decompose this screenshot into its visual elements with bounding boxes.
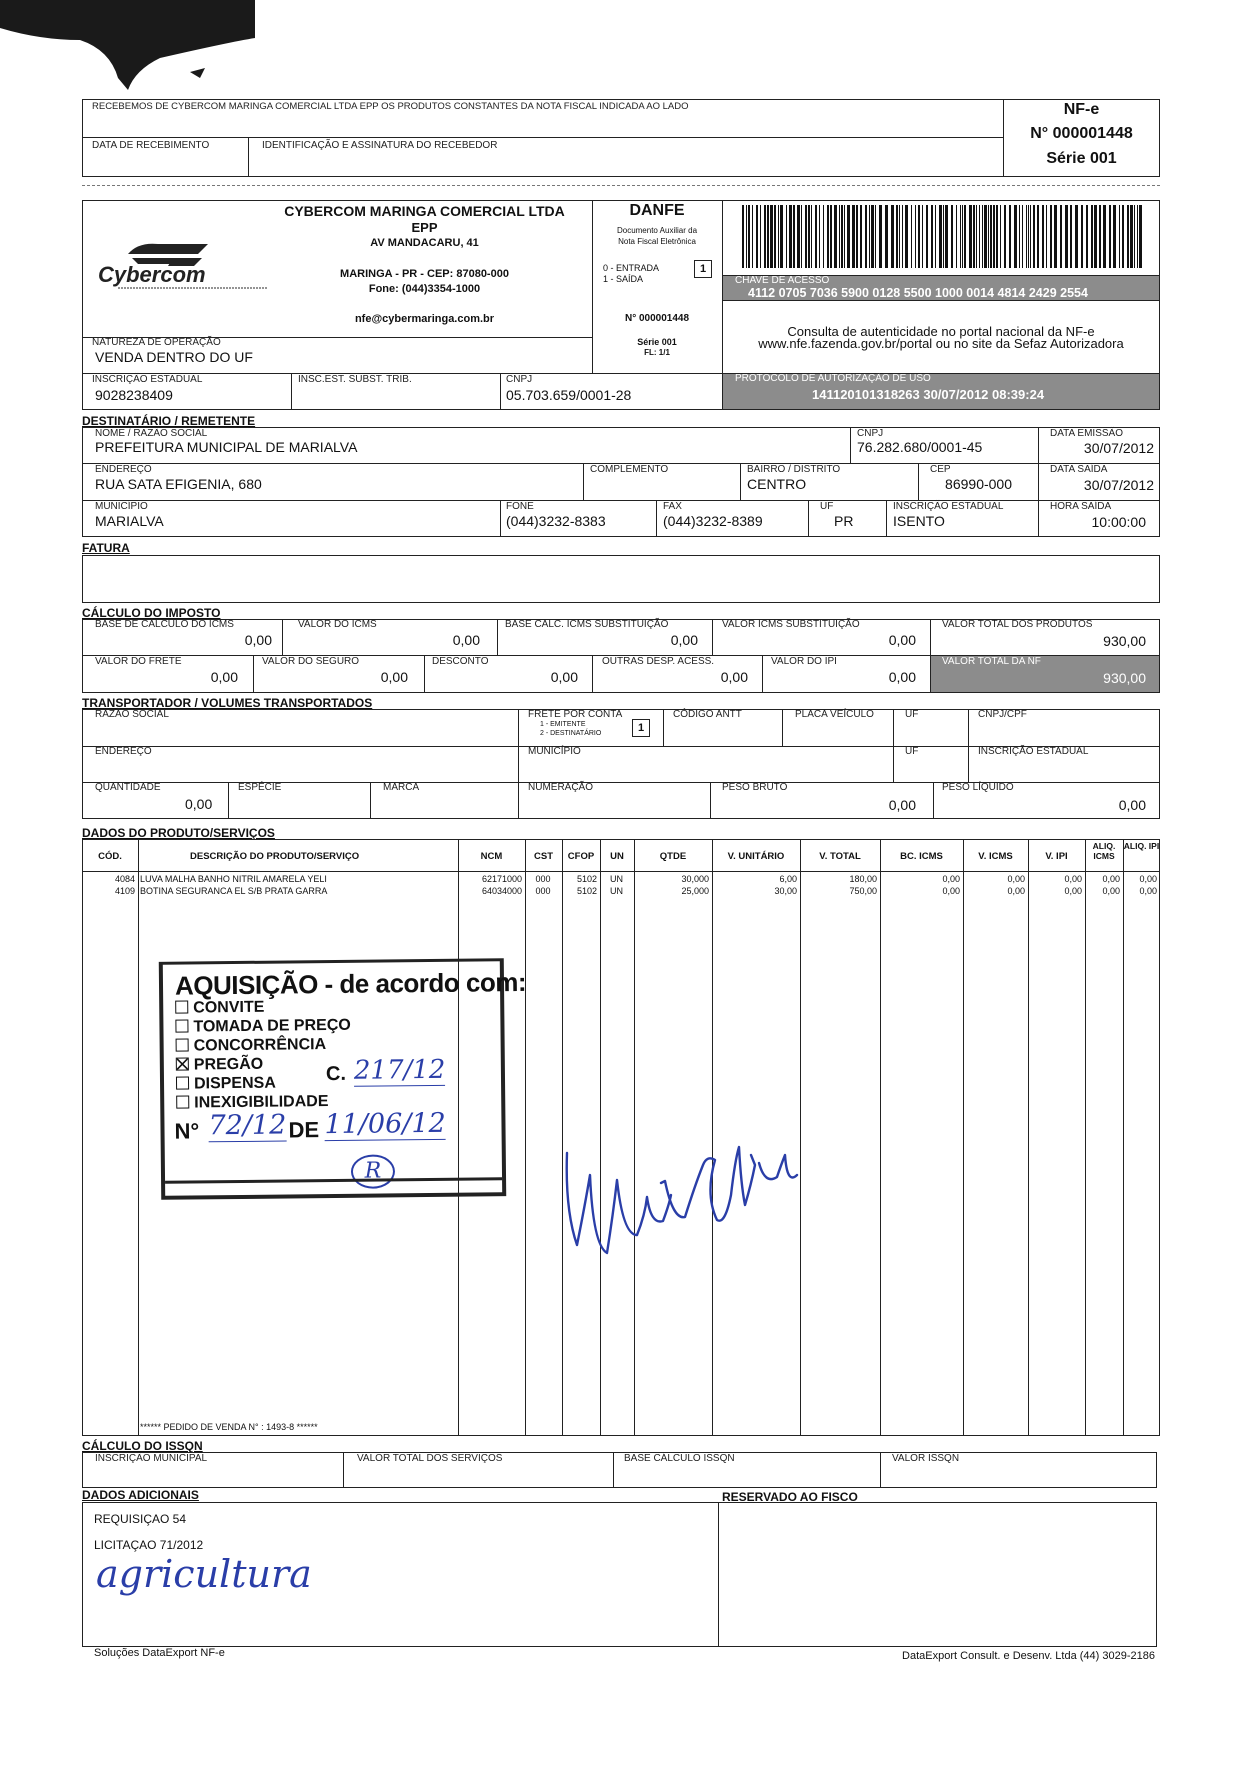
- frete-conta-value: 1: [632, 719, 650, 737]
- stamp-option-label: PREGÃO: [193, 1055, 264, 1074]
- checkbox-icon: [176, 1096, 189, 1109]
- antt-label: CÓDIGO ANTT: [673, 709, 742, 720]
- base-st-value: 0,00: [670, 632, 698, 648]
- danfe-tipo: 1: [694, 260, 712, 278]
- danfe-saida: 1 - SAÍDA: [603, 274, 644, 284]
- date-received-label: DATA DE RECEBIMENTO: [92, 140, 210, 151]
- issqn-valor-label: VALOR ISSQN: [892, 1453, 960, 1464]
- seguro-value: 0,00: [380, 669, 408, 685]
- access-key-label: CHAVE DE ACESSO: [735, 275, 830, 286]
- danfe-number: N° 000001448: [624, 313, 690, 324]
- frete-conta-label: FRETE POR CONTA: [528, 709, 623, 720]
- dest-bairro-value: CENTRO: [747, 476, 807, 492]
- bruto-label: PESO BRUTO: [722, 782, 788, 793]
- danfe-entrada: 0 - ENTRADA: [603, 263, 660, 273]
- nfe-series: Série 001: [1046, 150, 1117, 167]
- col-header: CÓD.: [98, 851, 122, 862]
- col-header: NCM: [480, 851, 503, 862]
- stamp-option-label: CONCORRÊNCIA: [193, 1036, 327, 1055]
- dest-cnpj-value: 76.282.680/0001-45: [857, 439, 983, 455]
- stamp-option: [175, 997, 351, 1018]
- total-prod-value: 930,00: [1103, 633, 1146, 649]
- ipi-value: 0,00: [888, 669, 916, 685]
- issqn-section: CÁLCULO DO ISSQN: [82, 1439, 203, 1453]
- dest-complemento-label: COMPLEMENTO: [590, 464, 669, 475]
- consulta-line2: www.nfe.fazenda.gov.br/portal ou no site da Sefaz Autorizadora: [758, 336, 1124, 351]
- marca-label: MARCA: [383, 782, 420, 793]
- transp-uf2-label: UF: [905, 746, 919, 757]
- table-cell: 30,00: [774, 886, 797, 896]
- icms-st-value: 0,00: [888, 632, 916, 648]
- table-cell: 25,000: [681, 886, 709, 896]
- handwritten-signature: [555, 1125, 805, 1260]
- dest-fax-value: (044)3232-8389: [663, 513, 763, 529]
- col-header: ALIQ. IPI: [1123, 841, 1160, 851]
- table-cell: 64034000: [481, 886, 522, 896]
- produtos-section: DADOS DO PRODUTO/SERVIÇOS: [82, 826, 275, 840]
- col-header: CFOP: [567, 851, 595, 862]
- table-cell: LUVA MALHA BANHO NITRIL AMARELA YELI: [140, 874, 327, 884]
- liquido-label: PESO LÍQUIDO: [942, 782, 1014, 793]
- dest-name-label: NOME / RAZÃO SOCIAL: [95, 428, 208, 439]
- table-cell: BOTINA SEGURANCA EL S/B PRATA GARRA: [140, 886, 328, 896]
- stamp-option-label: INEXIGIBILIDADE: [194, 1093, 329, 1112]
- placa-label: PLACA VEÍCULO: [795, 709, 874, 720]
- dest-endereco-value: RUA SATA EFIGENIA, 680: [95, 476, 262, 492]
- stamp-c-label: C.: [325, 1062, 347, 1086]
- transp-ie-label: INSCRIÇÃO ESTADUAL: [978, 746, 1089, 757]
- transportador-block: [82, 709, 1160, 819]
- dest-saida-value: 30/07/2012: [1083, 477, 1154, 493]
- ipi-label: VALOR DO IPI: [771, 656, 837, 667]
- stamp-initials: R: [351, 1154, 395, 1188]
- table-cell: 750,00: [849, 886, 877, 896]
- adicionais-section: DADOS ADICIONAIS: [82, 1488, 199, 1502]
- table-cell: 30,000: [681, 874, 709, 884]
- col-header: V. TOTAL: [819, 851, 861, 862]
- dest-cnpj-label: CNPJ: [857, 428, 884, 439]
- fatura-section: FATURA: [82, 541, 130, 555]
- dest-ie-label: INSCRIÇÃO ESTADUAL: [893, 501, 1004, 512]
- table-cell: 0,00: [942, 886, 960, 896]
- frete-op2: 2 - DESTINATÁRIO: [540, 730, 602, 737]
- receipt-text: RECEBEMOS DE CYBERCOM MARINGA COMERCIAL LTDA EPP OS PRODUTOS CONSTANTES DA NOTA FISCAL INDICADA AO LADO: [92, 101, 689, 112]
- seguro-label: VALOR DO SEGURO: [262, 656, 360, 667]
- table-cell: 0,00: [1007, 886, 1025, 896]
- table-cell: 0,00: [1102, 886, 1120, 896]
- dest-cep-label: CEP: [930, 464, 951, 475]
- pedido-note: ****** PEDIDO DE VENDA N° : 1493-8 ******: [140, 1422, 318, 1432]
- access-key-barcode: [740, 205, 1145, 268]
- dest-uf-value: PR: [834, 513, 854, 529]
- base-icms-value: 0,00: [244, 632, 272, 648]
- col-header: DESCRIÇÃO DO PRODUTO/SERVIÇO: [190, 851, 360, 862]
- emitter-city: MARINGA - PR - CEP: 87080-000: [340, 268, 509, 280]
- acquisition-stamp: [159, 958, 527, 1200]
- dest-fax-label: FAX: [663, 501, 682, 512]
- stamp-option-label: TOMADA DE PREÇO: [193, 1016, 351, 1036]
- col-header: BC. ICMS: [900, 851, 943, 862]
- emitter-name2: EPP: [411, 220, 438, 235]
- nfe-label: NF-e: [1063, 101, 1100, 118]
- ie-value: 9028238409: [95, 387, 173, 403]
- emitter-phone: Fone: (044)3354-1000: [368, 283, 481, 295]
- dest-municipio-value: MARIALVA: [95, 513, 164, 529]
- adicionais-line1: REQUISIÇAO 54: [94, 1512, 187, 1526]
- ie-label: INSCRIÇÃO ESTADUAL: [92, 374, 203, 385]
- iest-label: INSC.EST. SUBST. TRIB.: [298, 374, 412, 385]
- table-cell: 0,00: [942, 874, 960, 884]
- stamp-no-label: N°: [174, 1118, 200, 1144]
- table-cell: 5102: [576, 886, 597, 896]
- adicionais-line2: LICITAÇAO 71/2012: [94, 1538, 204, 1552]
- dest-fone-label: FONE: [506, 501, 534, 512]
- checkbox-icon: [176, 1077, 189, 1090]
- transp-municipio-label: MUNICÍPIO: [528, 746, 581, 757]
- stamp-option-label: DISPENSA: [193, 1074, 276, 1093]
- issqn-block: [82, 1452, 1157, 1488]
- liquido-value: 0,00: [1118, 797, 1146, 813]
- natureza-label: NATUREZA DE OPERAÇÃO: [92, 337, 221, 348]
- col-header: ALIQ. ICMS: [1092, 841, 1116, 861]
- protocolo-label: PROTOCOLO DE AUTORIZAÇÃO DE USO: [735, 373, 931, 384]
- checkbox-icon: [175, 1001, 188, 1014]
- dest-ie-value: ISENTO: [893, 513, 945, 529]
- outras-value: 0,00: [720, 669, 748, 685]
- table-cell: 0,00: [1102, 874, 1120, 884]
- scan-smudge: [0, 0, 260, 100]
- issqn-im-label: INSCRIÇÃO MUNICIPAL: [95, 1453, 208, 1464]
- cut-line: [82, 185, 1160, 186]
- frete-label: VALOR DO FRETE: [95, 656, 182, 667]
- access-key-value: 4112 0705 7036 5900 0128 5500 1000 0014 4814 2429 2554: [748, 286, 1088, 300]
- imposto-section: CÁLCULO DO IMPOSTO: [82, 606, 221, 620]
- danfe-subtitle1: Documento Auxiliar da: [616, 226, 698, 235]
- qtd-label: QUANTIDADE: [95, 782, 161, 793]
- total-nf-value: 930,00: [1103, 670, 1146, 686]
- stamp-c-value: 217/12: [353, 1054, 446, 1086]
- issqn-base-label: BASE CÁLCULO ISSQN: [624, 1453, 735, 1464]
- table-cell: UN: [610, 874, 623, 884]
- logo-wordmark: Cybercom: [98, 262, 206, 287]
- table-cell: 0,00: [1064, 874, 1082, 884]
- danfe-title: DANFE: [629, 202, 685, 219]
- table-cell: 0,00: [1007, 874, 1025, 884]
- danfe-serie: Série 001: [637, 337, 677, 347]
- transp-uf-label: UF: [905, 709, 919, 720]
- dest-endereco-label: ENDEREÇO: [95, 464, 152, 475]
- transp-endereco-label: ENDEREÇO: [95, 746, 152, 757]
- dest-hora-label: HORA SAÍDA: [1050, 501, 1112, 512]
- transp-razao-label: RAZÃO SOCIAL: [95, 709, 169, 720]
- col-header: V. IPI: [1045, 851, 1068, 862]
- consulta-line1: Consulta de autenticidade no portal nacional da NF-e: [787, 324, 1095, 339]
- table-cell: 0,00: [1139, 874, 1157, 884]
- emitter-name: CYBERCOM MARINGA COMERCIAL LTDA: [284, 203, 565, 219]
- table-cell: UN: [610, 886, 623, 896]
- reservado-fisco-label: RESERVADO AO FISCO: [722, 1490, 858, 1504]
- stamp-option-label: CONVITE: [193, 998, 265, 1017]
- base-st-label: BASE CALC. ICMS SUBSTITUIÇÃO: [505, 619, 669, 630]
- dest-bairro-label: BAIRRO / DISTRITO: [747, 464, 841, 475]
- cybercom-logo: [98, 232, 278, 292]
- desconto-value: 0,00: [550, 669, 578, 685]
- outras-label: OUTRAS DESP. ACESS.: [602, 656, 715, 667]
- footer-left: Soluções DataExport NF-e: [94, 1647, 225, 1659]
- cnpj-emit-value: 05.703.659/0001-28: [506, 387, 632, 403]
- nfe-number: N° 000001448: [1030, 125, 1133, 142]
- danfe-folha: FL: 1/1: [644, 348, 670, 357]
- especie-label: ESPÉCIE: [238, 782, 282, 793]
- transp-cnpj-label: CNPJ/CPF: [978, 709, 1027, 720]
- dest-cep-value: 86990-000: [945, 476, 1012, 492]
- table-cell: 62171000: [481, 874, 522, 884]
- icms-value: 0,00: [452, 632, 480, 648]
- footer-right: DataExport Consult. e Desenv. Ltda (44) 3029-2186: [902, 1650, 1155, 1662]
- transportador-section: TRANSPORTADOR / VOLUMES TRANSPORTADOS: [82, 696, 373, 710]
- dest-uf-label: UF: [820, 501, 834, 512]
- table-cell: 4109: [114, 886, 135, 896]
- signature-label: IDENTIFICAÇÃO E ASSINATURA DO RECEBEDOR: [262, 140, 498, 151]
- total-nf-label: VALOR TOTAL DA NF: [942, 656, 1041, 667]
- col-header: V. UNITÁRIO: [727, 851, 785, 862]
- fatura-block: [82, 555, 1160, 603]
- icms-label: VALOR DO ICMS: [298, 619, 377, 630]
- adicionais-handwritten: agricultura: [96, 1552, 312, 1596]
- emitter-address: AV MANDACARU, 41: [370, 237, 479, 249]
- frete-value: 0,00: [210, 669, 238, 685]
- dest-emissao-value: 30/07/2012: [1083, 440, 1154, 456]
- natureza-value: VENDA DENTRO DO UF: [95, 349, 253, 365]
- col-header: V. ICMS: [978, 851, 1013, 862]
- cnpj-emit-label: CNPJ: [506, 374, 533, 385]
- base-icms-label: BASE DE CÁLCULO DO ICMS: [95, 619, 234, 630]
- destinatario-section: DESTINATÁRIO / REMETENTE: [82, 414, 256, 428]
- checkbox-icon: [176, 1039, 189, 1052]
- bruto-value: 0,00: [888, 797, 916, 813]
- qtd-value: 0,00: [185, 796, 213, 812]
- checkbox-icon: [175, 1020, 188, 1033]
- table-cell: 180,00: [849, 874, 877, 884]
- dest-name-value: PREFEITURA MUNICIPAL DE MARIALVA: [95, 439, 358, 455]
- table-cell: 0,00: [1064, 886, 1082, 896]
- dest-municipio-label: MUNICÍPIO: [95, 501, 148, 512]
- stamp-title: AQUISIÇÃO - de acordo com:: [174, 966, 527, 1001]
- stamp-de-label: DE: [288, 1117, 320, 1143]
- col-header: QTDE: [659, 851, 687, 862]
- table-cell: 000: [535, 874, 551, 884]
- dest-emissao-label: DATA EMISSÃO: [1050, 428, 1123, 439]
- table-cell: 5102: [576, 874, 597, 884]
- desconto-label: DESCONTO: [432, 656, 489, 667]
- emitter-email: nfe@cybermaringa.com.br: [354, 313, 495, 325]
- dest-fone-value: (044)3232-8383: [506, 513, 606, 529]
- stamp-date-value: 11/06/12: [324, 1107, 446, 1141]
- stamp-option: [176, 1035, 352, 1056]
- col-header: UN: [610, 851, 624, 862]
- table-cell: 6,00: [779, 874, 797, 884]
- protocolo-value: 141120101318263 30/07/2012 08:39:24: [812, 387, 1045, 402]
- frete-op1: 1 - EMITENTE: [540, 721, 586, 728]
- issqn-servicos-label: VALOR TOTAL DOS SERVIÇOS: [357, 1453, 503, 1464]
- dest-saida-label: DATA SAÍDA: [1050, 464, 1108, 475]
- col-header: CST: [534, 851, 553, 862]
- danfe-subtitle2: Nota Fiscal Eletrônica: [618, 237, 696, 246]
- stamp-option: [175, 1016, 351, 1037]
- total-prod-label: VALOR TOTAL DOS PRODUTOS: [942, 619, 1093, 630]
- icms-st-label: VALOR ICMS SUBSTITUIÇÃO: [722, 619, 860, 630]
- dest-hora-value: 10:00:00: [1091, 514, 1146, 530]
- table-cell: 4084: [114, 874, 135, 884]
- checked-box-icon: [176, 1058, 189, 1071]
- table-cell: 000: [535, 886, 551, 896]
- stamp-no-value: 72/12: [208, 1109, 287, 1142]
- table-cell: 0,00: [1139, 886, 1157, 896]
- numeracao-label: NUMERAÇÃO: [528, 782, 594, 793]
